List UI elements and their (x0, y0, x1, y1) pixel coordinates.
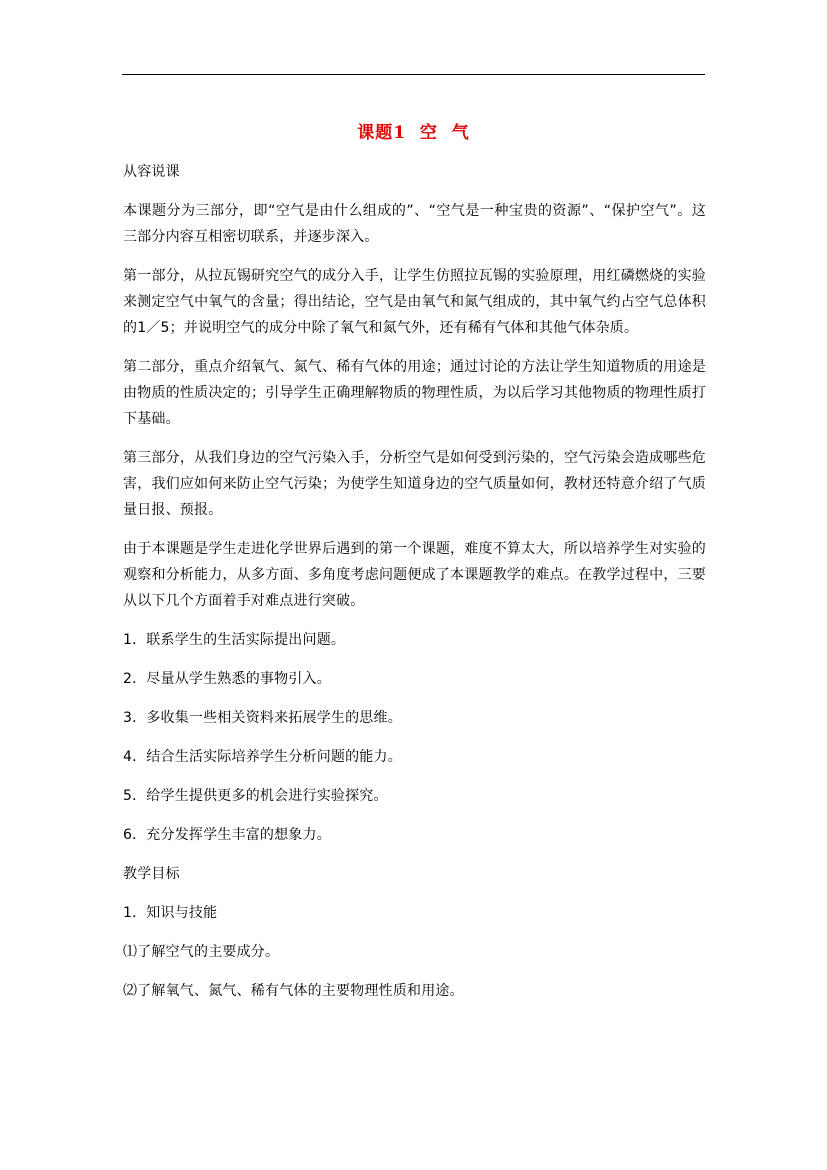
list-item: 5．给学生提供更多的机会进行实验探究。 (123, 788, 388, 804)
paragraph-part-two: 第二部分，重点介绍氧气、氮气、稀有气体的用途；通过讨论的方法让学生知道物质的用途是由物质的性质决定的；引导学生正确理解物质的物理性质，为以后学习其他物质的物理性质打下基础。 (123, 359, 706, 427)
goal-item: ⑵了解氧气、氮气、稀有气体的主要物理性质和用途。 (123, 983, 464, 999)
goal-item: ⑴了解空气的主要成分。 (123, 944, 280, 960)
list-item: 3．多收集一些相关资料来拓展学生的思维。 (123, 710, 402, 726)
paragraph-difficulty: 由于本课题是学生走进化学世界后遇到的第一个课题，难度不算太大，所以培养学生对实验的观察和分析能力，从多方面、多角度考虑问题便成了本课题教学的难点。在教学过程中，三要从以下几个方面着手对难点进行突破。 (123, 541, 706, 609)
paragraph-part-three: 第三部分，从我们身边的空气污染入手，分析空气是如何受到污染的，空气污染会造成哪些危害，我们应如何来防止空气污染；为使学生知道身边的空气质量如何，教材还特意介绍了气质量日报、预报。 (123, 450, 706, 518)
list-item: 2．尽量从学生熟悉的事物引入。 (123, 671, 331, 687)
list-item: 1．联系学生的生活实际提出问题。 (123, 632, 346, 648)
section-heading-goals: 教学目标 (123, 866, 180, 882)
section-heading-shuoke: 从容说课 (123, 164, 180, 180)
list-item: 4．结合生活实际培养学生分析问题的能力。 (123, 749, 402, 765)
paragraph-part-one: 第一部分，从拉瓦锡研究空气的成分入手，让学生仿照拉瓦锡的实验原理，用红磷燃烧的实验来测定空气中氧气的含量；得出结论，空气是由氧气和氮气组成的，其中氧气约占空气总体积的1／5；并说明空气的成分中除了氧气和氮气外，还有稀有气体和其他气体杂质。 (123, 268, 706, 336)
document-body (123, 159, 706, 1017)
list-item: 6．充分发挥学生丰富的想象力。 (123, 827, 331, 843)
document-title: 课题1 空 气 (357, 123, 470, 143)
paragraph-intro: 本课题分为三部分，即“空气是由什么组成的”、“空气是一种宝贵的资源”、“保护空气”。这三部分内容互相密切联系，并逐步深入。 (123, 203, 706, 245)
header-rule (122, 74, 705, 75)
subheading-knowledge-skills: 1．知识与技能 (123, 905, 218, 921)
